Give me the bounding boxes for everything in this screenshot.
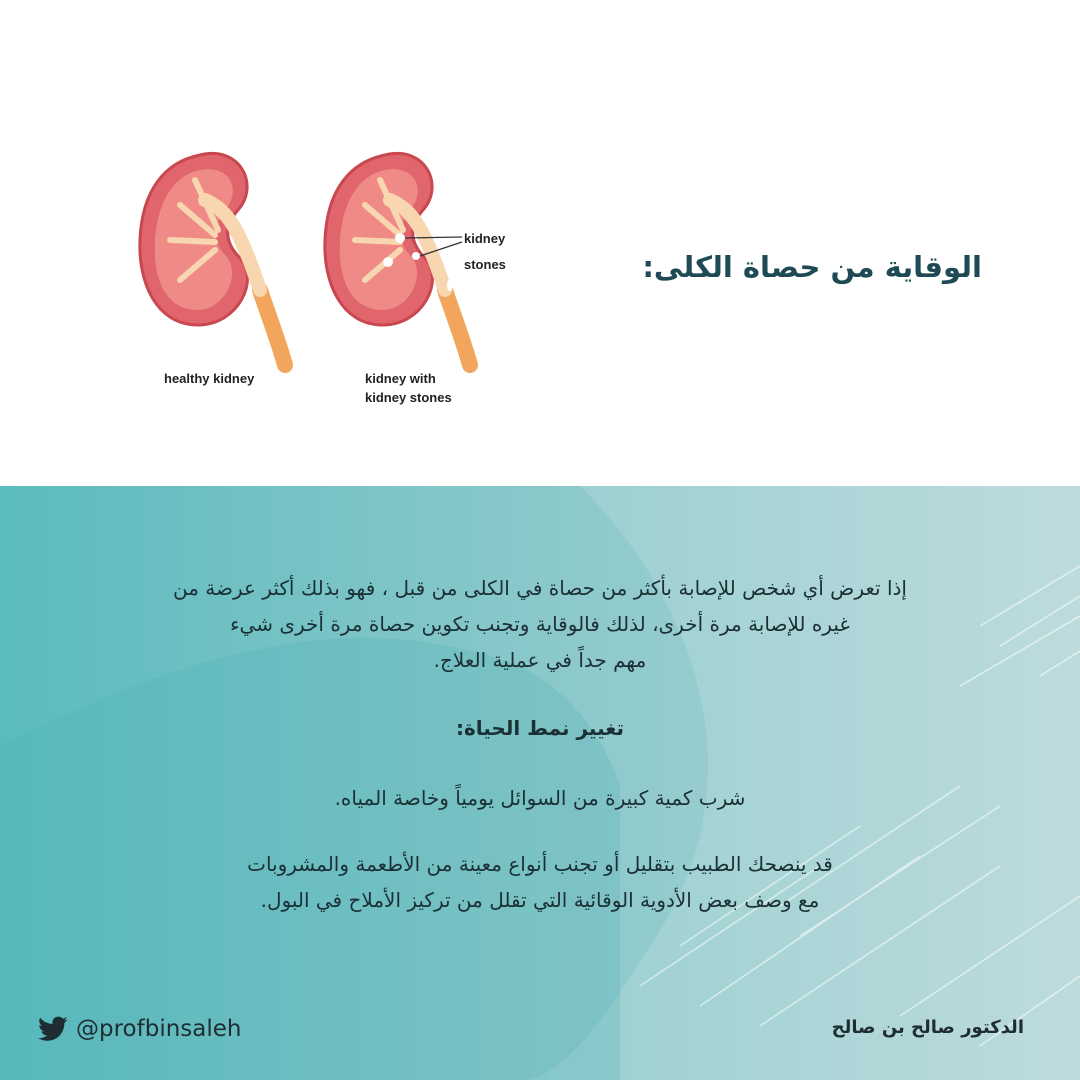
section-title: تغيير نمط الحياة: [455,716,625,740]
tip-diet-line-1: قد ينصحك الطبيب بتقليل أو تجنب أنواع معينة من الأطعمة والمشروبات [247,852,833,876]
author-name: الدكتور صالح بن صالح [831,1017,1024,1038]
page-title: الوقاية من حصاة الكلى: [642,250,982,284]
twitter-icon [38,1016,68,1042]
twitter-link[interactable] [38,1016,241,1042]
twitter-handle: @profbinsaleh [76,1016,242,1042]
kidney-illustration [120,130,560,430]
intro-line-2: غيره للإصابة مرة أخرى، لذلك فالوقاية وتجنب تكوين حصاة مرة أخرى شيء [230,612,850,636]
intro-line-3: مهم جداً في عملية العلاج. [433,648,647,672]
article-content [40,570,1040,918]
tip-fluids: شرب كمية كبيرة من السوائل يومياً وخاصة المياه. [334,786,746,810]
callout-stones: stones [464,257,506,272]
intro-line-1: إذا تعرض أي شخص للإصابة بأكثر من حصاة في الكلى من قبل ، فهو بذلك أكثر عرضة من [172,576,907,600]
tip-diet-line-2: مع وصف بعض الأدوية الوقائية التي تقلل من تركيز الأملاح في البول. [260,888,820,912]
header-panel [0,0,1080,486]
stone-kidney-graphic [325,153,506,405]
label-stones-line1: kidney with [365,371,436,386]
callout-kidney: kidney [464,231,506,246]
info-panel [0,486,1080,1080]
healthy-kidney-graphic [140,153,285,386]
label-stones-line2: kidney stones [365,390,452,405]
label-healthy-kidney: healthy kidney [164,371,255,386]
